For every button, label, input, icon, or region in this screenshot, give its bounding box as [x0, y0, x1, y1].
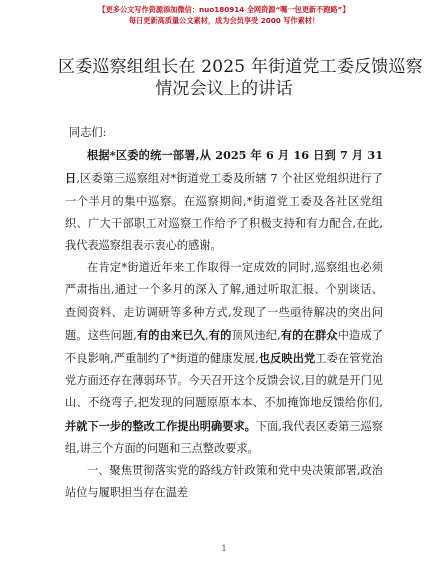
promo-banner-line-2: 每日更新高质量公文素材，成为会员享受 2000 写作素材！ — [128, 16, 320, 25]
document-title-line-1: 区委巡察组组长在 2025 年街道党工委反馈巡察 — [58, 57, 423, 77]
document-title — [58, 56, 423, 100]
section-heading-1: 一、聚焦贯彻落实党的路线方针政策和党中央决策部署,政治站位与履职担当存在温差 — [65, 464, 383, 500]
promo-banner — [0, 4, 448, 26]
paragraph-2-text-f: 下面,我代表区委第三巡察组,讲三个方面的问题和三点整改要求。 — [65, 419, 383, 455]
paragraph-2-text-c: 顶风违纪, — [231, 328, 281, 342]
paragraph-1-text: ,区委第三巡察组对*街道党工委及所辖 7 个社区党组织进行了一个半月的集中巡察。在巡察期间,*街道党工委及各社区党组织、广大干部职工对巡察工作给予了积极支持和有力配合,在此,我代表巡察组表示衷心的感谢。 — [65, 172, 383, 253]
paragraph-1 — [65, 144, 383, 257]
paragraph-1-bold-lead: 根据*区委的统一部署,从 2025 年 6 月 16 日到 7 月 31 日 — [65, 148, 383, 186]
paragraph-2 — [65, 257, 383, 460]
document-body — [65, 122, 383, 504]
paragraph-2-text-d: 中造成了不良影响,严重制约了*街道的健康发展, — [65, 328, 383, 366]
document-title-line-2: 情况会议上的讲话 — [155, 79, 293, 99]
paragraph-2-text-b: , — [205, 328, 209, 342]
paragraph-2-text-a: 在肯定*街道近年来工作取得一定成效的同时,巡察组也必须严肃指出,通过一个多月的深入了解,通过听取汇报、个别谈话、查阅资料、走访调研等多种方式,发现了一些亟待解决的突出问题。这些问题, — [65, 261, 383, 342]
page-number: 1 — [221, 544, 227, 553]
paragraph-2-text-e: 工委在管党治党方面还存在薄弱环节。今天召开这个反馈会议,目的就是开门见山、不绕弯子,把发现的问题原原本本、不加掩饰地反馈给你们, — [65, 352, 383, 410]
paragraph-2-bold-b: 有的 — [208, 327, 232, 342]
promo-banner-line-1: 【更多公文写作资源添加微信：nuo180914 全网资源“嘴一包更新不跑路”】 — [98, 5, 350, 14]
paragraph-2-bold-e: 并就下一步的整改工作提出明确要求。 — [65, 418, 256, 433]
paragraph-2-bold-a: 有的由来已久 — [136, 327, 206, 342]
paragraph-2-bold-d: 也反映出党 — [258, 351, 316, 366]
greeting: 同志们: — [69, 126, 107, 139]
paragraph-2-bold-c: 有的在群众 — [280, 327, 338, 342]
